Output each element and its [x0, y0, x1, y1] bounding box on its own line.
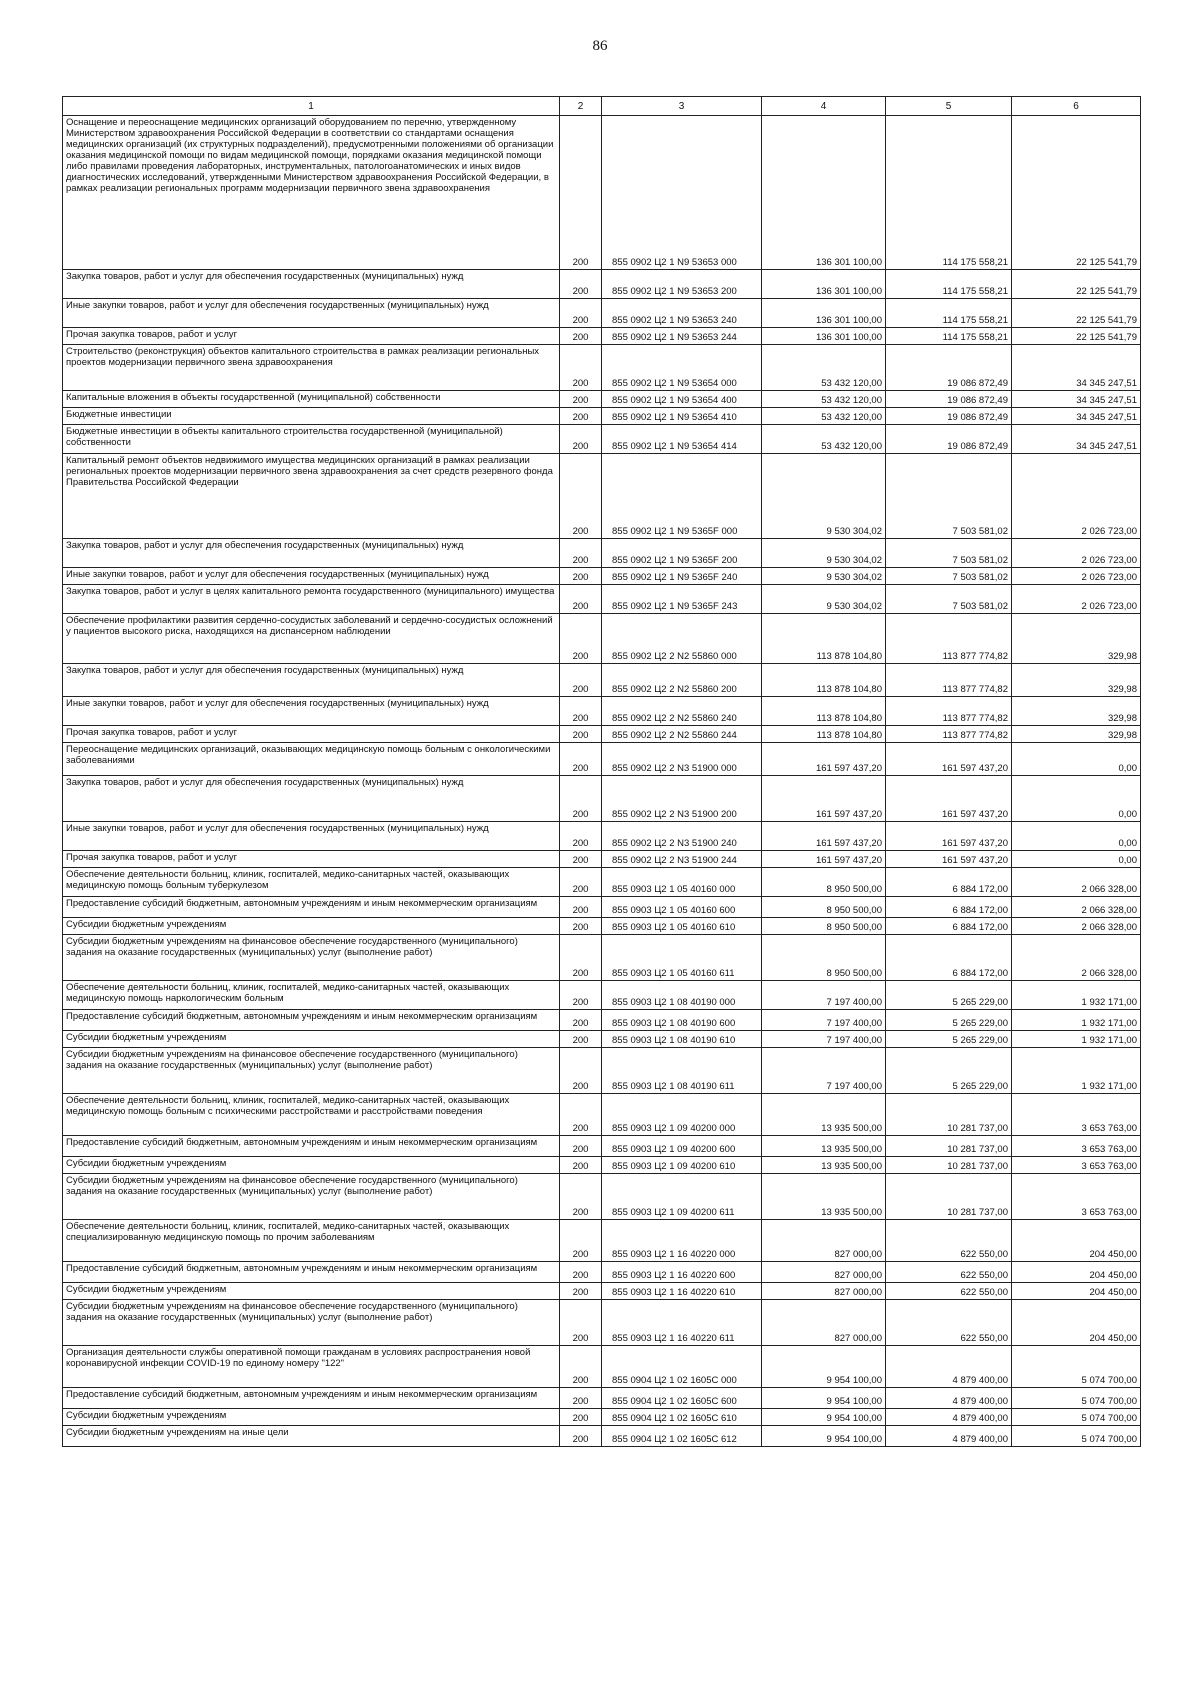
- row-name: Обеспечение деятельности больниц, клиник, госпиталей, медико-санитарных частей, оказывающих медицинскую помощь наркологическим больным: [63, 981, 560, 1010]
- row-value-col6: 329,98: [1012, 614, 1141, 664]
- row-kbk: 855 0902 Ц2 2 N3 51900 240: [602, 822, 762, 851]
- row-value-col6: 1 932 171,00: [1012, 981, 1141, 1010]
- row-name: Субсидии бюджетным учреждениям: [63, 1157, 560, 1174]
- row-value-col4: 161 597 437,20: [762, 743, 886, 776]
- row-value-col4: 53 432 120,00: [762, 391, 886, 408]
- row-kbk: 855 0903 Ц2 1 08 40190 000: [602, 981, 762, 1010]
- row-value-col6: 5 074 700,00: [1012, 1409, 1141, 1426]
- row-code: 200: [560, 408, 602, 425]
- row-value-col4: 9 954 100,00: [762, 1409, 886, 1426]
- row-value-col5: 4 879 400,00: [886, 1426, 1012, 1447]
- row-value-col6: 3 653 763,00: [1012, 1157, 1141, 1174]
- row-kbk: 855 0902 Ц2 1 N9 53654 414: [602, 425, 762, 454]
- row-value-col5: 622 550,00: [886, 1220, 1012, 1262]
- table-row: [63, 1409, 1141, 1426]
- row-name: Иные закупки товаров, работ и услуг для обеспечения государственных (муниципальных) нужд: [63, 568, 560, 585]
- row-name: Иные закупки товаров, работ и услуг для обеспечения государственных (муниципальных) нужд: [63, 299, 560, 328]
- row-value-col5: 6 884 172,00: [886, 935, 1012, 981]
- budget-table: [62, 96, 1141, 1447]
- table-row: [63, 425, 1141, 454]
- row-code: 200: [560, 851, 602, 868]
- row-value-col6: 34 345 247,51: [1012, 391, 1141, 408]
- row-value-col6: 2 066 328,00: [1012, 897, 1141, 918]
- row-code: 200: [560, 328, 602, 345]
- row-value-col5: 113 877 774,82: [886, 697, 1012, 726]
- row-value-col5: 622 550,00: [886, 1283, 1012, 1300]
- row-value-col5: 5 265 229,00: [886, 1048, 1012, 1094]
- column-header: 2: [560, 97, 602, 116]
- table-row: [63, 697, 1141, 726]
- row-name: Капитальный ремонт объектов недвижимого имущества медицинских организаций в рамках реализации региональных проектов модернизации первичного звена здравоохранения за счет средств резервного фонда Правительства Российской Федерации: [63, 454, 560, 539]
- row-code: 200: [560, 1388, 602, 1409]
- row-name: Прочая закупка товаров, работ и услуг: [63, 726, 560, 743]
- row-value-col6: 34 345 247,51: [1012, 425, 1141, 454]
- row-value-col4: 8 950 500,00: [762, 897, 886, 918]
- row-value-col5: 19 086 872,49: [886, 345, 1012, 391]
- row-name: Субсидии бюджетным учреждениям на иные цели: [63, 1426, 560, 1447]
- row-value-col6: 1 932 171,00: [1012, 1048, 1141, 1094]
- row-value-col6: 5 074 700,00: [1012, 1346, 1141, 1388]
- row-name: Субсидии бюджетным учреждениям на финансовое обеспечение государственного (муниципального) задания на оказание государственных (муниципальных) услуг (выполнение работ): [63, 935, 560, 981]
- row-value-col5: 4 879 400,00: [886, 1388, 1012, 1409]
- row-kbk: 855 0902 Ц2 1 N9 53653 200: [602, 270, 762, 299]
- row-kbk: 855 0903 Ц2 1 16 40220 600: [602, 1262, 762, 1283]
- row-kbk: 855 0903 Ц2 1 16 40220 611: [602, 1300, 762, 1346]
- row-code: 200: [560, 568, 602, 585]
- row-value-col5: 4 879 400,00: [886, 1409, 1012, 1426]
- row-name: Субсидии бюджетным учреждениям на финансовое обеспечение государственного (муниципального) задания на оказание государственных (муниципальных) услуг (выполнение работ): [63, 1300, 560, 1346]
- column-header: 6: [1012, 97, 1141, 116]
- row-value-col6: 2 026 723,00: [1012, 585, 1141, 614]
- row-value-col6: 2 066 328,00: [1012, 918, 1141, 935]
- row-name: Субсидии бюджетным учреждениям: [63, 1409, 560, 1426]
- row-value-col5: 114 175 558,21: [886, 270, 1012, 299]
- table-row: [63, 743, 1141, 776]
- row-kbk: 855 0902 Ц2 1 N9 53654 400: [602, 391, 762, 408]
- table-row: [63, 1174, 1141, 1220]
- row-value-col4: 8 950 500,00: [762, 935, 886, 981]
- row-value-col6: 0,00: [1012, 743, 1141, 776]
- row-value-col4: 827 000,00: [762, 1300, 886, 1346]
- row-value-col4: 9 954 100,00: [762, 1346, 886, 1388]
- row-value-col6: 22 125 541,79: [1012, 328, 1141, 345]
- row-value-col4: 8 950 500,00: [762, 918, 886, 935]
- row-code: 200: [560, 1094, 602, 1136]
- row-name: Иные закупки товаров, работ и услуг для обеспечения государственных (муниципальных) нужд: [63, 697, 560, 726]
- row-code: 200: [560, 345, 602, 391]
- row-code: 200: [560, 270, 602, 299]
- table-row: [63, 1094, 1141, 1136]
- row-name: Субсидии бюджетным учреждениям на финансовое обеспечение государственного (муниципального) задания на оказание государственных (муниципальных) услуг (выполнение работ): [63, 1174, 560, 1220]
- row-name: Прочая закупка товаров, работ и услуг: [63, 328, 560, 345]
- table-row: [63, 1346, 1141, 1388]
- table-row: [63, 935, 1141, 981]
- row-code: 200: [560, 1262, 602, 1283]
- table-row: [63, 1388, 1141, 1409]
- row-kbk: 855 0903 Ц2 1 16 40220 000: [602, 1220, 762, 1262]
- row-code: 200: [560, 897, 602, 918]
- table-row: [63, 664, 1141, 697]
- row-value-col4: 9 954 100,00: [762, 1426, 886, 1447]
- table-row: [63, 454, 1141, 539]
- row-code: 200: [560, 918, 602, 935]
- row-code: 200: [560, 454, 602, 539]
- row-kbk: 855 0902 Ц2 2 N2 55860 244: [602, 726, 762, 743]
- row-name: Закупка товаров, работ и услуг для обеспечения государственных (муниципальных) нужд: [63, 776, 560, 822]
- table-row: [63, 345, 1141, 391]
- row-name: Иные закупки товаров, работ и услуг для обеспечения государственных (муниципальных) нужд: [63, 822, 560, 851]
- row-value-col5: 10 281 737,00: [886, 1136, 1012, 1157]
- row-kbk: 855 0903 Ц2 1 09 40200 000: [602, 1094, 762, 1136]
- row-value-col6: 2 066 328,00: [1012, 868, 1141, 897]
- row-value-col5: 7 503 581,02: [886, 585, 1012, 614]
- row-code: 200: [560, 614, 602, 664]
- row-value-col5: 161 597 437,20: [886, 822, 1012, 851]
- row-value-col4: 136 301 100,00: [762, 299, 886, 328]
- row-value-col5: 6 884 172,00: [886, 918, 1012, 935]
- table-row: [63, 1220, 1141, 1262]
- table-row: [63, 1262, 1141, 1283]
- table-row: [63, 1010, 1141, 1031]
- row-name: Закупка товаров, работ и услуг для обеспечения государственных (муниципальных) нужд: [63, 270, 560, 299]
- row-code: 200: [560, 1010, 602, 1031]
- row-value-col4: 7 197 400,00: [762, 1048, 886, 1094]
- row-value-col4: 136 301 100,00: [762, 116, 886, 270]
- row-code: 200: [560, 299, 602, 328]
- row-value-col4: 113 878 104,80: [762, 726, 886, 743]
- row-kbk: 855 0902 Ц2 1 N9 53654 000: [602, 345, 762, 391]
- row-kbk: 855 0904 Ц2 1 02 1605C 610: [602, 1409, 762, 1426]
- row-value-col6: 34 345 247,51: [1012, 408, 1141, 425]
- row-value-col6: 0,00: [1012, 851, 1141, 868]
- table-row: [63, 918, 1141, 935]
- row-value-col6: 5 074 700,00: [1012, 1426, 1141, 1447]
- row-code: 200: [560, 664, 602, 697]
- row-kbk: 855 0902 Ц2 2 N3 51900 000: [602, 743, 762, 776]
- row-name: Субсидии бюджетным учреждениям на финансовое обеспечение государственного (муниципального) задания на оказание государственных (муниципальных) услуг (выполнение работ): [63, 1048, 560, 1094]
- row-kbk: 855 0903 Ц2 1 09 40200 610: [602, 1157, 762, 1174]
- row-code: 200: [560, 1048, 602, 1094]
- row-value-col4: 9 530 304,02: [762, 568, 886, 585]
- row-kbk: 855 0902 Ц2 1 N9 5365F 243: [602, 585, 762, 614]
- row-kbk: 855 0902 Ц2 2 N3 51900 244: [602, 851, 762, 868]
- column-header: 5: [886, 97, 1012, 116]
- table-row: [63, 776, 1141, 822]
- row-name: Субсидии бюджетным учреждениям: [63, 918, 560, 935]
- row-code: 200: [560, 1031, 602, 1048]
- row-name: Предоставление субсидий бюджетным, автономным учреждениям и иным некоммерческим организациям: [63, 1010, 560, 1031]
- row-name: Предоставление субсидий бюджетным, автономным учреждениям и иным некоммерческим организациям: [63, 1262, 560, 1283]
- row-value-col6: 204 450,00: [1012, 1283, 1141, 1300]
- row-code: 200: [560, 776, 602, 822]
- row-value-col6: 0,00: [1012, 822, 1141, 851]
- row-value-col5: 7 503 581,02: [886, 568, 1012, 585]
- row-value-col4: 827 000,00: [762, 1283, 886, 1300]
- row-value-col5: 161 597 437,20: [886, 851, 1012, 868]
- table-row: [63, 391, 1141, 408]
- row-name: Оснащение и переоснащение медицинских организаций оборудованием по перечню, утвержденному Министерством здравоохранения Российской Федерации в соответствии со стандартами оснащения медицинских организаций (их структурных подразделений), предусмотренными положениями об организации оказания медицинской помощи по видам медицинской помощи, порядками оказания медицинской помощи либо правилами проведения лабораторных, инструментальных, патологоанатомических и иных видов диагностических исследований, утвержденными Министерством здравоохранения Российской Федерации, в рамках реализации региональных программ модернизации первичного звена здравоохранения: [63, 116, 560, 270]
- row-value-col4: 136 301 100,00: [762, 328, 886, 345]
- row-value-col5: 113 877 774,82: [886, 664, 1012, 697]
- row-kbk: 855 0903 Ц2 1 05 40160 611: [602, 935, 762, 981]
- row-value-col6: 1 932 171,00: [1012, 1031, 1141, 1048]
- row-name: Субсидии бюджетным учреждениям: [63, 1031, 560, 1048]
- row-code: 200: [560, 585, 602, 614]
- row-name: Строительство (реконструкция) объектов капитального строительства в рамках реализации региональных проектов модернизации первичного звена здравоохранения: [63, 345, 560, 391]
- row-value-col4: 161 597 437,20: [762, 851, 886, 868]
- row-kbk: 855 0903 Ц2 1 16 40220 610: [602, 1283, 762, 1300]
- row-value-col5: 5 265 229,00: [886, 981, 1012, 1010]
- row-value-col5: 622 550,00: [886, 1262, 1012, 1283]
- row-name: Обеспечение деятельности больниц, клиник, госпиталей, медико-санитарных частей, оказывающих медицинскую помощь больным с психическими расстройствами и расстройствами поведения: [63, 1094, 560, 1136]
- row-kbk: 855 0902 Ц2 2 N2 55860 240: [602, 697, 762, 726]
- row-value-col4: 13 935 500,00: [762, 1136, 886, 1157]
- row-kbk: 855 0903 Ц2 1 05 40160 600: [602, 897, 762, 918]
- table-row: [63, 116, 1141, 270]
- row-kbk: 855 0903 Ц2 1 05 40160 000: [602, 868, 762, 897]
- row-value-col4: 53 432 120,00: [762, 345, 886, 391]
- row-name: Переоснащение медицинских организаций, оказывающих медицинскую помощь больным с онкологическими заболеваниями: [63, 743, 560, 776]
- row-value-col6: 329,98: [1012, 697, 1141, 726]
- row-code: 200: [560, 1426, 602, 1447]
- row-kbk: 855 0902 Ц2 1 N9 53653 240: [602, 299, 762, 328]
- row-name: Закупка товаров, работ и услуг для обеспечения государственных (муниципальных) нужд: [63, 539, 560, 568]
- row-value-col6: 204 450,00: [1012, 1300, 1141, 1346]
- table-row: [63, 614, 1141, 664]
- row-code: 200: [560, 822, 602, 851]
- row-code: 200: [560, 981, 602, 1010]
- row-kbk: 855 0903 Ц2 1 08 40190 600: [602, 1010, 762, 1031]
- row-value-col5: 114 175 558,21: [886, 116, 1012, 270]
- row-value-col4: 7 197 400,00: [762, 981, 886, 1010]
- row-code: 200: [560, 1220, 602, 1262]
- row-code: 200: [560, 868, 602, 897]
- row-name: Предоставление субсидий бюджетным, автономным учреждениям и иным некоммерческим организациям: [63, 1136, 560, 1157]
- row-value-col4: 7 197 400,00: [762, 1010, 886, 1031]
- row-code: 200: [560, 116, 602, 270]
- table-row: [63, 1300, 1141, 1346]
- row-value-col4: 136 301 100,00: [762, 270, 886, 299]
- row-value-col6: 204 450,00: [1012, 1220, 1141, 1262]
- table-row: [63, 868, 1141, 897]
- row-name: Субсидии бюджетным учреждениям: [63, 1283, 560, 1300]
- table-row: [63, 408, 1141, 425]
- row-kbk: 855 0903 Ц2 1 08 40190 610: [602, 1031, 762, 1048]
- row-name: Обеспечение деятельности больниц, клиник, госпиталей, медико-санитарных частей, оказывающих медицинскую помощь больным туберкулезом: [63, 868, 560, 897]
- row-value-col4: 161 597 437,20: [762, 776, 886, 822]
- row-value-col5: 4 879 400,00: [886, 1346, 1012, 1388]
- row-kbk: 855 0902 Ц2 1 N9 53653 244: [602, 328, 762, 345]
- row-value-col6: 3 653 763,00: [1012, 1136, 1141, 1157]
- row-name: Бюджетные инвестиции: [63, 408, 560, 425]
- row-kbk: 855 0902 Ц2 1 N9 5365F 200: [602, 539, 762, 568]
- row-value-col5: 7 503 581,02: [886, 454, 1012, 539]
- row-value-col5: 7 503 581,02: [886, 539, 1012, 568]
- row-value-col6: 22 125 541,79: [1012, 270, 1141, 299]
- row-kbk: 855 0902 Ц2 1 N9 5365F 000: [602, 454, 762, 539]
- row-name: Обеспечение профилактики развития сердечно-сосудистых заболеваний и сердечно-сосудистых осложнений у пациентов высокого риска, находящихся на диспансерном наблюдении: [63, 614, 560, 664]
- row-name: Организация деятельности службы оперативной помощи гражданам в условиях распространения новой коронавирусной инфекции COVID-19 по единому номеру "122": [63, 1346, 560, 1388]
- row-value-col5: 6 884 172,00: [886, 868, 1012, 897]
- row-value-col4: 827 000,00: [762, 1262, 886, 1283]
- table-row: [63, 539, 1141, 568]
- row-value-col6: 2 026 723,00: [1012, 568, 1141, 585]
- table-row: [63, 270, 1141, 299]
- row-value-col5: 19 086 872,49: [886, 425, 1012, 454]
- row-value-col4: 13 935 500,00: [762, 1094, 886, 1136]
- row-value-col4: 9 530 304,02: [762, 585, 886, 614]
- row-kbk: 855 0902 Ц2 2 N3 51900 200: [602, 776, 762, 822]
- row-code: 200: [560, 1136, 602, 1157]
- column-header: 4: [762, 97, 886, 116]
- row-value-col6: 1 932 171,00: [1012, 1010, 1141, 1031]
- row-value-col6: 3 653 763,00: [1012, 1094, 1141, 1136]
- table-row: [63, 568, 1141, 585]
- row-value-col6: 22 125 541,79: [1012, 299, 1141, 328]
- table-row: [63, 897, 1141, 918]
- row-code: 200: [560, 1283, 602, 1300]
- row-name: Бюджетные инвестиции в объекты капитального строительства государственной (муниципальной) собственности: [63, 425, 560, 454]
- table-row: [63, 1136, 1141, 1157]
- row-kbk: 855 0903 Ц2 1 05 40160 610: [602, 918, 762, 935]
- row-value-col5: 10 281 737,00: [886, 1094, 1012, 1136]
- table-row: [63, 851, 1141, 868]
- row-value-col5: 622 550,00: [886, 1300, 1012, 1346]
- row-value-col6: 204 450,00: [1012, 1262, 1141, 1283]
- table-row: [63, 726, 1141, 743]
- row-kbk: 855 0902 Ц2 1 N9 53653 000: [602, 116, 762, 270]
- row-kbk: 855 0904 Ц2 1 02 1605C 600: [602, 1388, 762, 1409]
- row-value-col5: 10 281 737,00: [886, 1174, 1012, 1220]
- row-kbk: 855 0902 Ц2 1 N9 53654 410: [602, 408, 762, 425]
- row-name: Прочая закупка товаров, работ и услуг: [63, 851, 560, 868]
- row-code: 200: [560, 697, 602, 726]
- column-header: 1: [63, 97, 560, 116]
- row-name: Предоставление субсидий бюджетным, автономным учреждениям и иным некоммерческим организациям: [63, 1388, 560, 1409]
- column-header: 3: [602, 97, 762, 116]
- row-code: 200: [560, 425, 602, 454]
- row-value-col5: 6 884 172,00: [886, 897, 1012, 918]
- row-value-col4: 827 000,00: [762, 1220, 886, 1262]
- row-value-col4: 113 878 104,80: [762, 697, 886, 726]
- row-value-col6: 329,98: [1012, 664, 1141, 697]
- row-kbk: 855 0903 Ц2 1 09 40200 600: [602, 1136, 762, 1157]
- row-code: 200: [560, 539, 602, 568]
- row-value-col4: 8 950 500,00: [762, 868, 886, 897]
- row-code: 200: [560, 1157, 602, 1174]
- row-value-col5: 161 597 437,20: [886, 743, 1012, 776]
- table-row: [63, 1157, 1141, 1174]
- row-value-col4: 53 432 120,00: [762, 408, 886, 425]
- row-name: Предоставление субсидий бюджетным, автономным учреждениям и иным некоммерческим организациям: [63, 897, 560, 918]
- row-value-col5: 113 877 774,82: [886, 726, 1012, 743]
- row-value-col5: 19 086 872,49: [886, 391, 1012, 408]
- row-value-col5: 10 281 737,00: [886, 1157, 1012, 1174]
- row-value-col5: 161 597 437,20: [886, 776, 1012, 822]
- row-value-col6: 22 125 541,79: [1012, 116, 1141, 270]
- table-row: [63, 1048, 1141, 1094]
- row-value-col5: 5 265 229,00: [886, 1031, 1012, 1048]
- row-name: Обеспечение деятельности больниц, клиник, госпиталей, медико-санитарных частей, оказывающих специализированную медицинскую помощь по прочим заболеваниям: [63, 1220, 560, 1262]
- row-value-col6: 34 345 247,51: [1012, 345, 1141, 391]
- row-name: Закупка товаров, работ и услуг в целях капитального ремонта государственного (муниципального) имущества: [63, 585, 560, 614]
- table-row: [63, 981, 1141, 1010]
- row-value-col4: 13 935 500,00: [762, 1157, 886, 1174]
- row-value-col6: 3 653 763,00: [1012, 1174, 1141, 1220]
- row-name: Закупка товаров, работ и услуг для обеспечения государственных (муниципальных) нужд: [63, 664, 560, 697]
- table-row: [63, 822, 1141, 851]
- row-code: 200: [560, 391, 602, 408]
- table-row: [63, 299, 1141, 328]
- row-value-col4: 161 597 437,20: [762, 822, 886, 851]
- row-value-col5: 114 175 558,21: [886, 299, 1012, 328]
- row-value-col4: 113 878 104,80: [762, 614, 886, 664]
- header-row: [63, 97, 1141, 116]
- row-kbk: 855 0902 Ц2 2 N2 55860 000: [602, 614, 762, 664]
- table-row: [63, 1031, 1141, 1048]
- row-code: 200: [560, 1174, 602, 1220]
- row-kbk: 855 0903 Ц2 1 08 40190 611: [602, 1048, 762, 1094]
- row-value-col4: 9 530 304,02: [762, 539, 886, 568]
- table-row: [63, 1426, 1141, 1447]
- row-value-col4: 53 432 120,00: [762, 425, 886, 454]
- row-value-col6: 2 026 723,00: [1012, 539, 1141, 568]
- row-kbk: 855 0904 Ц2 1 02 1605C 612: [602, 1426, 762, 1447]
- row-value-col5: 19 086 872,49: [886, 408, 1012, 425]
- row-kbk: 855 0902 Ц2 1 N9 5365F 240: [602, 568, 762, 585]
- row-code: 200: [560, 743, 602, 776]
- row-code: 200: [560, 1300, 602, 1346]
- row-value-col5: 5 265 229,00: [886, 1010, 1012, 1031]
- table-row: [63, 585, 1141, 614]
- row-code: 200: [560, 1409, 602, 1426]
- table-row: [63, 1283, 1141, 1300]
- row-kbk: 855 0903 Ц2 1 09 40200 611: [602, 1174, 762, 1220]
- row-value-col6: 2 066 328,00: [1012, 935, 1141, 981]
- row-code: 200: [560, 726, 602, 743]
- table-row: [63, 328, 1141, 345]
- row-value-col5: 113 877 774,82: [886, 614, 1012, 664]
- row-kbk: 855 0902 Ц2 2 N2 55860 200: [602, 664, 762, 697]
- row-value-col4: 7 197 400,00: [762, 1031, 886, 1048]
- row-value-col6: 2 026 723,00: [1012, 454, 1141, 539]
- page-number: 86: [592, 38, 608, 54]
- row-value-col6: 5 074 700,00: [1012, 1388, 1141, 1409]
- row-name: Капитальные вложения в объекты государственной (муниципальной) собственности: [63, 391, 560, 408]
- row-value-col4: 113 878 104,80: [762, 664, 886, 697]
- row-value-col4: 9 954 100,00: [762, 1388, 886, 1409]
- row-value-col6: 329,98: [1012, 726, 1141, 743]
- row-value-col4: 13 935 500,00: [762, 1174, 886, 1220]
- row-value-col4: 9 530 304,02: [762, 454, 886, 539]
- row-code: 200: [560, 1346, 602, 1388]
- row-value-col5: 114 175 558,21: [886, 328, 1012, 345]
- row-code: 200: [560, 935, 602, 981]
- row-kbk: 855 0904 Ц2 1 02 1605C 000: [602, 1346, 762, 1388]
- row-value-col6: 0,00: [1012, 776, 1141, 822]
